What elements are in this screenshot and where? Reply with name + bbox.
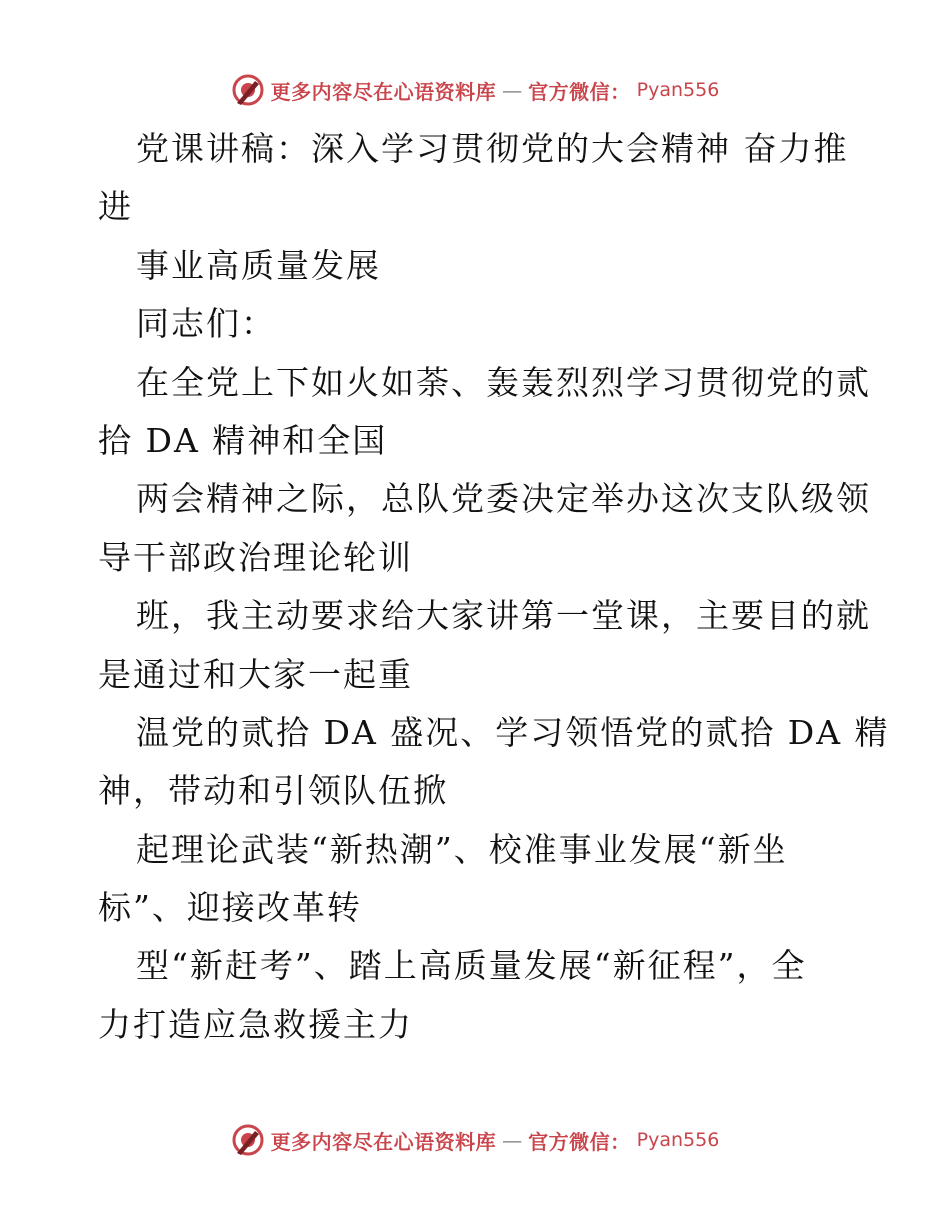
text-line: 是通过和大家一起重 [98,654,413,694]
pen-logo-icon [231,73,265,107]
text-line: 班，我主动要求给大家讲第一堂课，主要目的就 [136,596,871,636]
text-line: 型“新赶考”、踏上高质量发展“新征程”，全 [136,946,807,986]
text-line: 温党的贰拾 DA 盛况、学习领悟党的贰拾 DA 精 [136,712,890,752]
text-line: 标”、迎接改革转 [98,888,362,928]
text-line: 在全党上下如火如荼、轰轰烈烈学习贯彻党的贰 [136,362,871,402]
watermark-separator: — [502,1128,523,1152]
watermark-header [0,70,950,110]
pen-logo-icon [231,1123,265,1157]
text-line: 拾 DA 精神和全国 [98,420,388,460]
text-line: 力打造应急救援主力 [98,1004,413,1044]
text-line: 同志们： [136,304,276,344]
text-line: 党课讲稿：深入学习贯彻党的大会精神 奋力推 [136,129,849,168]
text-line: 神，带动和引领队伍掀 [98,771,448,811]
text-line: 进 [98,187,133,227]
watermark-main-text: 更多内容尽在心语资料库 [270,79,497,104]
watermark-wechat-id: Pyan556 [636,1129,720,1151]
watermark-separator: — [502,78,523,102]
text-line: 导干部政治理论轮训 [98,537,413,577]
watermark-footer [0,1120,950,1160]
text-line: 两会精神之际，总队党委决定举办这次支队级领 [136,479,871,519]
watermark-wechat-id: Pyan556 [636,79,720,101]
document-body [98,120,890,1054]
watermark-wechat-label: 官方微信： [528,1129,631,1154]
watermark-wechat-label: 官方微信： [528,79,631,104]
text-line: 事业高质量发展 [136,245,381,285]
watermark-main-text: 更多内容尽在心语资料库 [270,1129,497,1154]
text-line: 起理论武装“新热潮”、校准事业发展“新坐 [136,829,788,869]
